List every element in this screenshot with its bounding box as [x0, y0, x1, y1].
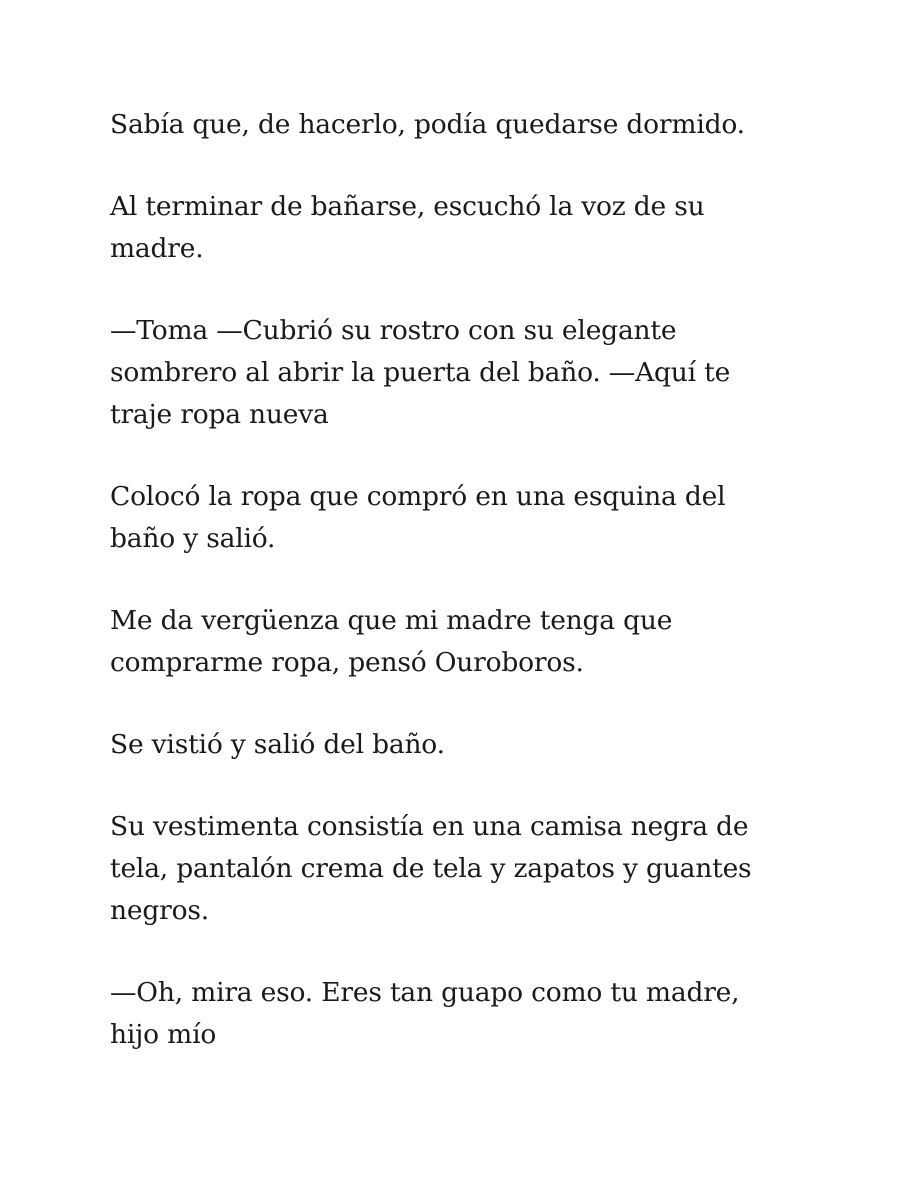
paragraph-8: —Oh, mira eso. Eres tan guapo como tu madre, hijo mío	[110, 977, 740, 1050]
paragraph-1: Sabía que, de hacerlo, podía quedarse dormido.	[110, 109, 745, 140]
paragraph-7: Su vestimenta consistía en una camisa negra de tela, pantalón crema de tela y zapatos y guantes negros.	[110, 811, 752, 926]
paragraph-5: Me da vergüenza que mi madre tenga que comprarme ropa, pensó Ouroboros.	[110, 605, 673, 678]
document-body	[110, 104, 790, 1056]
paragraph-2: Al terminar de bañarse, escuchó la voz de su madre.	[110, 191, 705, 264]
paragraph-3: —Toma —Cubrió su rostro con su elegante sombrero al abrir la puerta del baño. —Aquí te traje ropa nueva	[110, 315, 731, 430]
paragraph-4: Colocó la ropa que compró en una esquina del baño y salió.	[110, 481, 726, 554]
paragraph-6: Se vistió y salió del baño.	[110, 729, 445, 760]
